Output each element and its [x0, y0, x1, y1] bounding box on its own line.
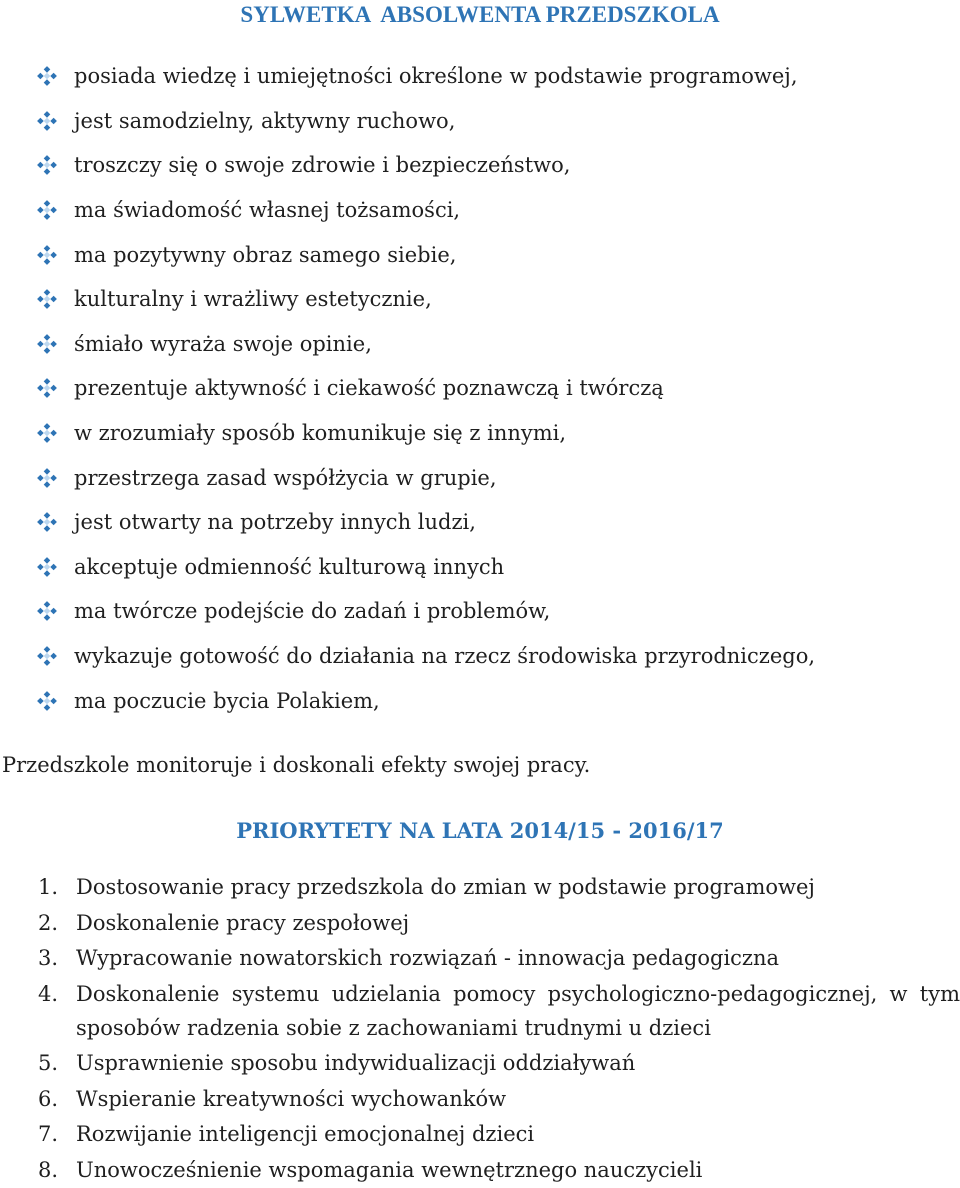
diamond-bullet-icon [36, 288, 58, 310]
diamond-bullet-icon [36, 199, 58, 221]
priority-number: 1. [38, 875, 59, 899]
priority-text: Rozwijanie inteligencji emocjonalnej dzieci [76, 1122, 535, 1146]
priority-number: 3. [38, 946, 59, 970]
diamond-bullet-icon [36, 511, 58, 533]
list-item [36, 188, 815, 233]
diamond-bullet-icon [36, 690, 58, 712]
diamond-bullet-icon [36, 600, 58, 622]
priority-number: 6. [38, 1086, 59, 1111]
priority-item [0, 1117, 960, 1151]
list-item-text: troszczy się o swoje zdrowie i bezpieczeństwo, [74, 153, 571, 178]
priority-item [0, 870, 960, 904]
priority-item [0, 941, 960, 975]
list-item [36, 589, 815, 634]
priority-number: 4. [38, 981, 59, 1006]
list-item-text: prezentuje aktywność i ciekawość poznawczą i twórczą [74, 376, 664, 401]
diamond-bullet-icon [36, 333, 58, 355]
list-item-text: wykazuje gotowość do działania na rzecz środowiska przyrodniczego, [74, 644, 816, 669]
priority-text: Dostosowanie pracy przedszkola do zmian w podstawie programowej [76, 875, 815, 899]
graduate-profile-list [36, 54, 815, 723]
list-item-text: ma twórcze podejście do zadań i problemów, [74, 599, 551, 624]
list-item-text: ma pozytywny obraz samego siebie, [74, 242, 457, 267]
list-item-text: ma poczucie bycia Polakiem, [74, 688, 380, 713]
priority-number: 2. [38, 910, 59, 935]
list-item [36, 455, 815, 500]
list-item [36, 54, 815, 99]
diamond-bullet-icon [36, 556, 58, 578]
priority-number: 7. [38, 1122, 59, 1146]
priority-text: Unowocześnienie wspomagania wewnętrznego nauczycieli [76, 1157, 703, 1182]
diamond-bullet-icon [36, 154, 58, 176]
list-item [36, 99, 815, 144]
priority-item [0, 977, 960, 1045]
priority-item [0, 906, 960, 940]
priority-text: Doskonalenie pracy zespołowej [76, 910, 410, 935]
priority-number: 8. [38, 1157, 59, 1182]
list-item [36, 232, 815, 277]
list-item-text: przestrzega zasad współżycia w grupie, [74, 465, 497, 490]
diamond-bullet-icon [36, 110, 58, 132]
priority-item [0, 1153, 960, 1187]
list-item [36, 322, 815, 367]
list-item [36, 500, 815, 545]
priority-item [0, 1046, 960, 1080]
priority-item [0, 1082, 960, 1116]
priority-text: Doskonalenie systemu udzielania pomocy psychologiczno-pedagogicznej, w tym sposobów radzenia sobie z zachowaniami trudnymi u dzieci [76, 981, 960, 1040]
page-title: SYLWETKA ABSOLWENTA PRZEDSZKOLA [240, 2, 720, 27]
list-item [36, 277, 815, 322]
list-item [36, 143, 815, 188]
diamond-bullet-icon [36, 65, 58, 87]
list-item [36, 634, 815, 679]
priority-text: Wypracowanie nowatorskich rozwiązań - innowacja pedagogiczna [76, 946, 780, 970]
priorities-list [0, 870, 960, 1188]
priority-number: 5. [38, 1051, 59, 1075]
list-item [36, 678, 815, 723]
list-item [36, 411, 815, 456]
list-item [36, 545, 815, 590]
list-item-text: posiada wiedzę i umiejętności określone w podstawie programowej, [74, 64, 798, 89]
list-item-text: kulturalny i wrażliwy estetycznie, [74, 287, 432, 312]
priority-text: Wspieranie kreatywności wychowanków [76, 1086, 507, 1111]
list-item-text: w zrozumiały sposób komunikuje się z innymi, [74, 421, 567, 446]
monitoring-note: Przedszkole monitoruje i doskonali efekty swojej pracy. [2, 753, 591, 777]
list-item-text: śmiało wyraża swoje opinie, [74, 331, 372, 356]
diamond-bullet-icon [36, 645, 58, 667]
diamond-bullet-icon [36, 467, 58, 489]
diamond-bullet-icon [36, 422, 58, 444]
priorities-title: PRIORYTETY NA LATA 2014/15 - 2016/17 [236, 818, 724, 843]
list-item-text: ma świadomość własnej tożsamości, [74, 198, 461, 223]
diamond-bullet-icon [36, 244, 58, 266]
priority-text: Usprawnienie sposobu indywidualizacji oddziaływań [76, 1051, 636, 1075]
list-item-text: akceptuje odmienność kulturową innych [74, 554, 505, 579]
list-item-text: jest samodzielny, aktywny ruchowo, [74, 108, 456, 133]
list-item [36, 366, 815, 411]
diamond-bullet-icon [36, 377, 58, 399]
list-item-text: jest otwarty na potrzeby innych ludzi, [74, 510, 476, 535]
